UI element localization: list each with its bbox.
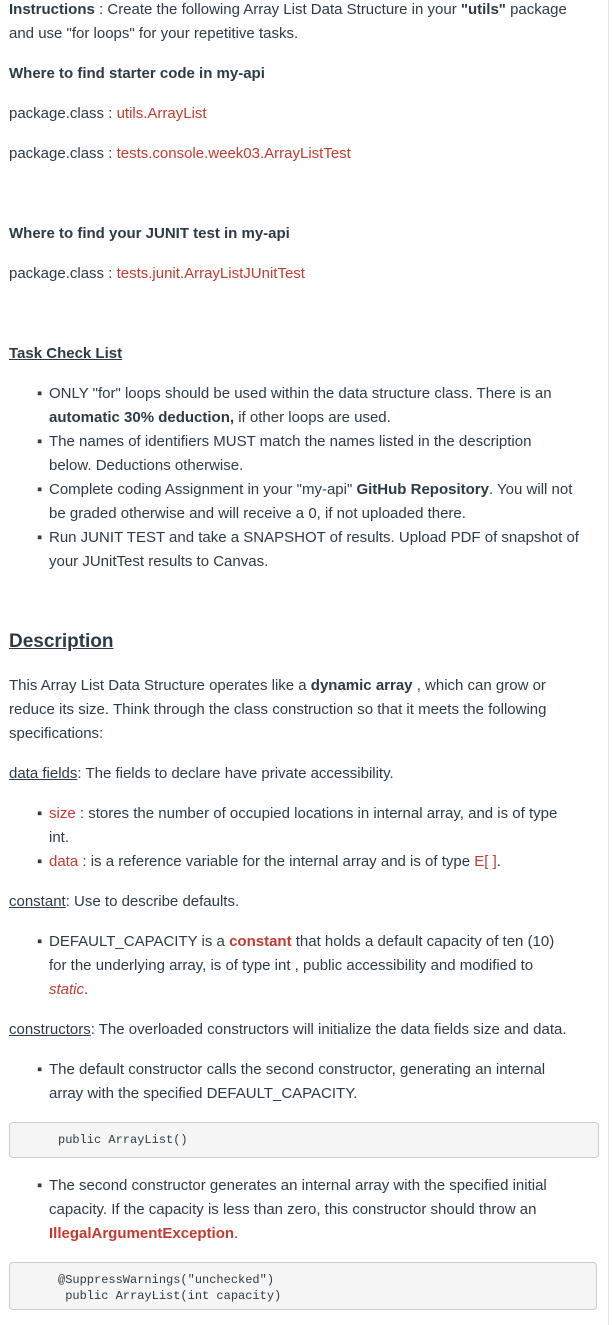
starter-row-1 — [9, 102, 603, 126]
package-class-label: package.class : — [9, 145, 117, 162]
bullet-icon: ▪ — [37, 529, 43, 546]
instructions-paragraph — [9, 0, 603, 46]
bullet-icon: ▪ — [37, 385, 43, 402]
item-text: below. Deductions otherwise. — [49, 457, 244, 474]
deduction-bold: automatic 30% deduction, — [49, 409, 235, 426]
constructors-text: : The overloaded constructors will initialize the data fields size and data. — [90, 1021, 567, 1038]
item-text: : is a reference variable for the internal array and is of type — [78, 853, 475, 870]
item-text: capacity. If the capacity is less than zero, this constructor should throw an — [49, 1201, 537, 1218]
item-text: Complete coding Assignment in your "my-api" — [49, 481, 357, 498]
list-item — [9, 478, 603, 526]
desc-text: , which can grow or — [412, 677, 546, 694]
bullet-icon: ▪ — [37, 481, 43, 498]
constructors-label: constructors — [9, 1021, 91, 1038]
list-item — [9, 850, 603, 874]
constructors-line — [9, 1018, 609, 1042]
item-text: that holds a default capacity of ten (10) — [291, 933, 555, 950]
list-item — [9, 802, 603, 850]
item-text: your JUnitTest results to Canvas. — [49, 553, 269, 570]
instructions-line-2: and use "for loops" for your repetitive tasks. — [9, 25, 299, 42]
list-item — [9, 526, 603, 574]
desc-text: specifications: — [9, 725, 104, 742]
starter-heading-text: Where to find starter code in my-api — [9, 65, 265, 82]
junit-heading — [9, 222, 603, 246]
item-text: : stores the number of occupied locations in internal array, and is of type — [75, 805, 558, 822]
utils-package-name: "utils" — [460, 1, 506, 18]
instructions-text: Create the following Array List Data Structure in your — [107, 1, 461, 18]
item-text: ONLY "for" loops should be used within the data structure class. There is an — [49, 385, 552, 402]
package-class-link[interactable]: tests.junit.ArrayListJUnitTest — [116, 265, 305, 282]
item-text: . — [496, 853, 501, 870]
constructor-2-list — [9, 1174, 603, 1246]
code-block-capacity-constructor — [9, 1262, 597, 1310]
desc-text: This Array List Data Structure operates like a — [9, 677, 311, 694]
instructions-text-2: package — [505, 1, 567, 18]
data-fields-label: data fields — [9, 765, 78, 782]
dynamic-array-bold: dynamic array — [310, 677, 413, 694]
list-item — [9, 930, 603, 1002]
code-block-default-constructor — [9, 1122, 599, 1158]
bullet-icon: ▪ — [37, 1061, 43, 1078]
item-text: for the underlying array, is of type int , public accessibility and modified to — [49, 957, 534, 974]
constant-keyword: constant — [229, 933, 292, 950]
list-item — [9, 382, 603, 430]
junit-heading-text: Where to find your JUNIT test in my-api — [9, 225, 290, 242]
item-text: The names of identifiers MUST match the names listed in the description — [49, 433, 532, 450]
page-right-border — [608, 0, 609, 1325]
static-keyword: static — [49, 981, 85, 998]
list-item — [9, 1174, 603, 1246]
item-text: Run JUNIT TEST and take a SNAPSHOT of results. Upload PDF of snapshot of — [49, 529, 579, 546]
bullet-icon: ▪ — [37, 433, 43, 450]
description-heading: Description — [9, 631, 114, 652]
item-text: . — [234, 1225, 239, 1242]
bullet-icon: ▪ — [37, 805, 43, 822]
bullet-icon: ▪ — [37, 1177, 43, 1194]
github-repo-bold: GitHub Repository — [356, 481, 489, 498]
item-text: DEFAULT_CAPACITY is a — [49, 933, 230, 950]
bullet-icon: ▪ — [37, 853, 43, 870]
constant-list — [9, 930, 603, 1002]
data-field-name: data — [49, 853, 79, 870]
data-fields-text: : The fields to declare have private accessibility. — [77, 765, 394, 782]
item-text: . — [84, 981, 89, 998]
package-class-link[interactable]: tests.console.week03.ArrayListTest — [116, 145, 351, 162]
package-class-label: package.class : — [9, 105, 117, 122]
checklist — [9, 382, 603, 574]
description-paragraph — [9, 674, 603, 746]
bullet-icon: ▪ — [37, 933, 43, 950]
data-fields-list — [9, 802, 603, 874]
package-class-label: package.class : — [9, 265, 117, 282]
starter-row-2 — [9, 142, 603, 166]
exception-name: IllegalArgumentException — [49, 1225, 235, 1242]
data-type: E[ ] — [474, 853, 497, 870]
data-fields-line — [9, 762, 603, 786]
package-class-link[interactable]: utils.ArrayList — [116, 105, 207, 122]
junit-row — [9, 262, 603, 286]
code-line: @SuppressWarnings("unchecked") — [58, 1273, 275, 1287]
instructions-label: Instructions — [9, 1, 95, 18]
item-text: be graded otherwise and will receive a 0, if not uploaded there. — [49, 505, 466, 522]
item-text: array with the specified DEFAULT_CAPACITY. — [49, 1085, 358, 1102]
list-item — [9, 430, 603, 478]
item-text: . You will not — [488, 481, 573, 498]
item-text: The default constructor calls the second constructor, generating an internal — [49, 1061, 546, 1078]
checklist-heading — [9, 342, 603, 366]
starter-heading — [9, 62, 603, 86]
code-line: public ArrayList() — [58, 1133, 188, 1147]
item-text: The second constructor generates an internal array with the specified initial — [49, 1177, 547, 1194]
item-text: if other loops are used. — [234, 409, 391, 426]
list-item — [9, 1058, 603, 1106]
desc-text: reduce its size. Think through the class construction so that it meets the following — [9, 701, 547, 718]
constant-label: constant — [9, 893, 66, 910]
code-line: public ArrayList(int capacity) — [58, 1289, 282, 1303]
constructor-1-list — [9, 1058, 603, 1106]
constant-line — [9, 890, 603, 914]
size-field-name: size — [49, 805, 76, 822]
constant-text: : Use to describe defaults. — [65, 893, 240, 910]
item-text: int. — [49, 829, 70, 846]
instructions-sep: : — [94, 1, 108, 18]
checklist-heading-text: Task Check List — [9, 345, 123, 362]
